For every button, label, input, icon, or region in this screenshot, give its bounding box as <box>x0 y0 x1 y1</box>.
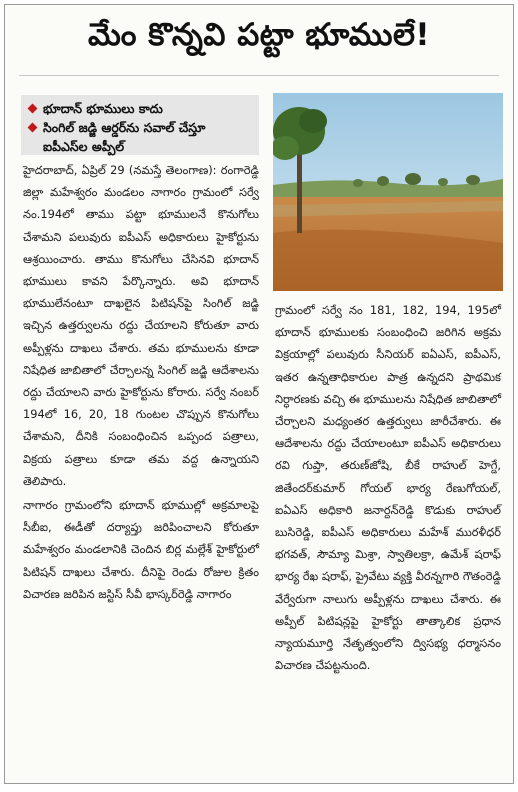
subhead-text: భూదాన్ భూములు కాదు <box>43 101 163 116</box>
article-paragraph <box>23 159 259 492</box>
barren-land-image <box>273 93 503 291</box>
headline: మేం కొన్నవి పట్టా భూములే! <box>87 17 431 53</box>
dateline: హైదరాబాద్, ఏప్రిల్ 29 (నమస్తే తెలంగాణ): <box>23 163 217 177</box>
paragraph-text: రంగారెడ్డి జిల్లా మహేశ్వరం మండలం నాగారం గ్రామంలో సర్వే నం.194లో తాము పట్టా భూములనే కొనుగోలు చేశామని పలువురు ఐపీఎస్ అధికారులు హైకోర్టును ఆశ్రయించారు. తాము కొనుగోలు చేసినవి భూదాన్ భూములు కావని పేర్కొన్నారు. అవి భూదాన్ భూములేనంటూ దాఖలైన పిటిషన్‌పై సింగిల్ జడ్జి ఇచ్చిన ఉత్తర్వులను రద్దు చేయాలని కోరుతూ వారు అప్పీళ్లను దాఖలు చేశారు. తమ భూములను కూడా నిషేధిత జాబితాలో చేర్చాలన్న సింగిల్ జడ్జి ఆదేశాలను రద్దు చేయాలని వారు హైకోర్టును కోరారు. సర్వే నంబర్ 194లో 16, 20, 18 గుంటల చొప్పున కొనుగోలు చేశామని, దీనికి సంబంధించిన ఒప్పంద పత్రాలు, విక్రయ పత్రాలు కూడా తమ వద్ద ఉన్నాయని తెలిపారు. <box>23 163 259 488</box>
article-paragraph: గ్రామంలో సర్వే నం 181, 182, 194, 195లో భూదాన్ భూములకు సంబంధించి జరిగిన అక్రమ విక్రయాల్లో పలువురు సీనియర్ ఐఏఎస్, ఐపీఎస్, ఇతర ఉన్నతాధికారుల పాత్ర ఉన్నదని ప్రాథమిక నిర్ధారణకు వచ్చి ఈ భూములను నిషేధిత జాబితాలో చేర్చాలని మధ్యంతర ఉత్తర్వులు జారీచేశారు. ఈ ఆదేశాలను రద్దు చేయాలంటూ ఐపీఎస్ అధికారులు రవి గుప్తా, తరుణ్‌జోషి, బీకే రాహుల్ హెగ్డే, జితేందర్‌కుమార్ గోయల్ భార్య రేణుగోయల్, ఐఏఎస్ అధికారి జనార్దన్‌రెడ్డి కొడుకు రాహుల్ బుసిరెడ్డి, ఐపీఎస్ అధికారులు మహేశ్ మురళీధర్ భగవత్, సౌమ్యా మిశ్రా, స్వాతిలక్రా, ఉమేశ్ షరాఫ్ భార్య రేఖ షరాఫ్, ప్రైవేటు వ్యక్తి వీరన్నగారి గౌతంరెడ్డి వేర్వేరుగా నాలుగు అప్పీళ్లను దాఖలు చేశారు. ఈ అప్పీల్ పిటిషన్లపై హైకోర్టు తాత్కాలిక ప్రధాన న్యాయమూర్తి నేతృత్వంలోని ద్విసభ్య ధర్మాసనం విచారణ చేపట్టనుంది. <box>275 303 501 673</box>
article-paragraph: నాగారం గ్రామంలోని భూదాన్ భూముల్లో అక్రమాలపై సీబీఐ, ఈడీతో దర్యాప్తు జరిపించాలని కోరుతూ మహేశ్వరం మండలానికి చెందిన బిర్ల మల్లేశ్ హైకోర్టులో పిటిషన్ దాఖలు చేశారు. దీనిపై రెండు రోజుల క్రితం విచారణ జరిపిన జస్టిస్ సీవీ భాస్కర్‌రెడ్డి నాగారం <box>23 498 259 601</box>
subhead-item <box>27 118 253 156</box>
subheads-box <box>21 95 259 155</box>
subhead-item <box>27 99 253 118</box>
subhead-text: సింగిల్ జడ్జి ఆర్డర్‌ను సవాల్ చేస్తూ ఐపీఎస్‌ల అప్పీల్ <box>43 120 206 154</box>
bullet-icon <box>28 104 38 114</box>
news-clipping <box>4 4 514 784</box>
article-column-1 <box>23 159 259 607</box>
headline-divider <box>19 75 499 76</box>
bullet-icon <box>28 123 38 133</box>
article-column-2 <box>275 299 501 678</box>
land-photo <box>273 93 503 291</box>
